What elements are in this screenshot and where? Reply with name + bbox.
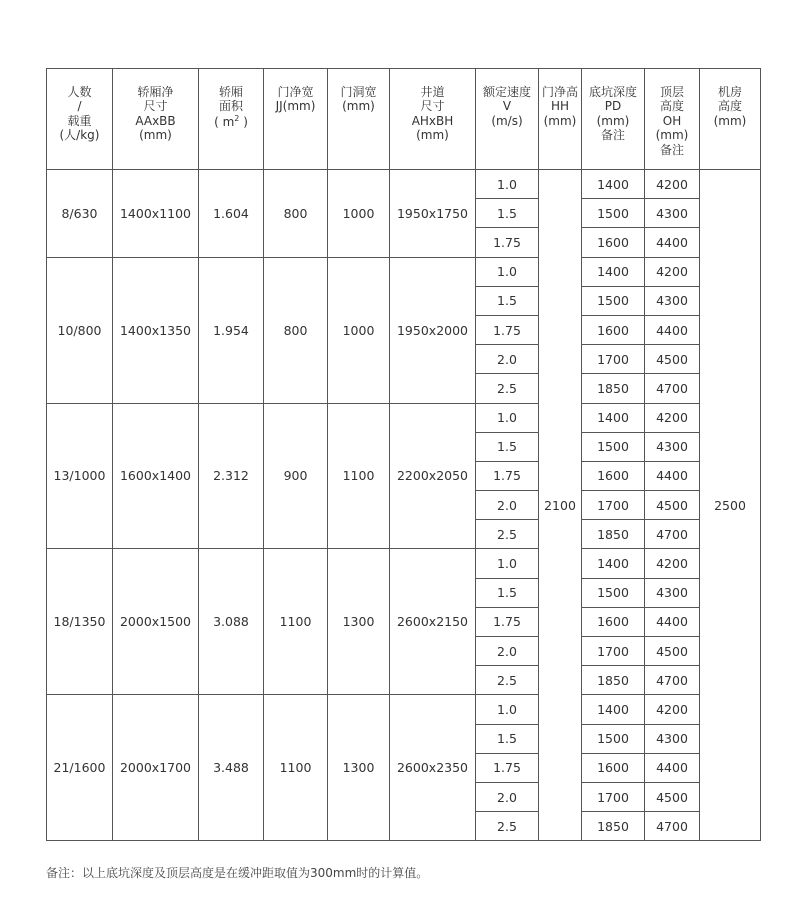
header-line: (mm): [543, 113, 577, 128]
overhead-cell: 4200: [645, 549, 700, 578]
speed-cell: 2.5: [476, 812, 539, 841]
machine-room-height-cell: 2500: [700, 170, 761, 841]
door-clear-width-header: [264, 69, 328, 170]
door-clear-width-cell: 1100: [264, 695, 328, 841]
shaft-size-header: [390, 69, 476, 170]
header-line: 轿厢净: [137, 85, 174, 99]
pit-depth-cell: 1700: [582, 782, 645, 811]
pit-depth-cell: 1400: [582, 549, 645, 578]
speed-cell: 1.75: [476, 607, 539, 636]
elevator-spec-table: [46, 68, 761, 841]
pit-depth-cell: 1600: [582, 753, 645, 782]
header-line: 轿厢: [218, 85, 243, 99]
header-line: 井道: [420, 85, 445, 99]
pit-depth-cell: 1400: [582, 695, 645, 724]
speed-cell: 1.5: [476, 432, 539, 461]
overhead-header: [645, 69, 700, 170]
table-row: [47, 170, 761, 199]
pit-depth-cell: 1850: [582, 374, 645, 403]
header-line: 高度: [659, 99, 684, 114]
overhead-cell: 4200: [645, 403, 700, 432]
pit-depth-cell: 1700: [582, 491, 645, 520]
pit-depth-cell: 1600: [582, 461, 645, 490]
overhead-cell: 4200: [645, 257, 700, 286]
footnote: 备注：以上底坑深度及顶层高度是在缓冲距取值为300mm时的计算值。: [46, 866, 429, 880]
overhead-cell: 4400: [645, 228, 700, 257]
speed-cell: 1.0: [476, 549, 539, 578]
shaft-size-cell: 1950x2000: [390, 257, 476, 403]
header-line: (mm): [342, 99, 375, 114]
pit-depth-cell: 1500: [582, 432, 645, 461]
overhead-cell: 4300: [645, 199, 700, 228]
door-opening-width-cell: 1000: [328, 257, 390, 403]
overhead-cell: 4400: [645, 753, 700, 782]
speed-cell: 1.5: [476, 578, 539, 607]
header-line: (mm): [139, 128, 172, 143]
overhead-cell: 4500: [645, 782, 700, 811]
pit-depth-cell: 1400: [582, 257, 645, 286]
overhead-cell: 4700: [645, 374, 700, 403]
header-line: AHxBH: [411, 113, 454, 128]
overhead-cell: 4300: [645, 286, 700, 315]
speed-cell: 2.5: [476, 374, 539, 403]
header-line: 门洞宽: [340, 85, 377, 99]
overhead-cell: 4500: [645, 345, 700, 374]
header-line: 尺寸: [420, 99, 445, 114]
header-line: (mm): [713, 113, 747, 128]
pit-depth-cell: 1600: [582, 228, 645, 257]
pit-depth-cell: 1700: [582, 637, 645, 666]
load-cell: 18/1350: [47, 549, 113, 695]
overhead-cell: 4700: [645, 520, 700, 549]
header-line: (mm): [416, 128, 449, 143]
header-line: OH: [662, 113, 682, 128]
pit-depth-cell: 1500: [582, 286, 645, 315]
speed-cell: 1.75: [476, 228, 539, 257]
speed-cell: 1.5: [476, 724, 539, 753]
door-opening-width-header: [328, 69, 390, 170]
pit-depth-cell: 1400: [582, 403, 645, 432]
machine-room-header: [700, 69, 761, 170]
header-line: 高度: [717, 99, 742, 114]
header-line: (人/kg): [59, 128, 100, 143]
header-line: 底坑深度: [588, 85, 637, 99]
header-line: 面积: [218, 99, 243, 114]
door-clear-width-cell: 900: [264, 403, 328, 549]
overhead-cell: 4500: [645, 637, 700, 666]
overhead-cell: 4200: [645, 695, 700, 724]
door-height-header: [539, 69, 582, 170]
header-line: 机房: [717, 85, 742, 99]
shaft-size-cell: 2600x2350: [390, 695, 476, 841]
car-area-cell: 3.088: [199, 549, 264, 695]
shaft-size-cell: 1950x1750: [390, 170, 476, 258]
speed-cell: 1.75: [476, 461, 539, 490]
pit-depth-cell: 1500: [582, 578, 645, 607]
shaft-size-cell: 2200x2050: [390, 403, 476, 549]
speed-cell: 1.5: [476, 286, 539, 315]
table-row: [47, 257, 761, 286]
speed-cell: 1.75: [476, 753, 539, 782]
speed-cell: 1.0: [476, 170, 539, 199]
header-line: 门净宽: [277, 85, 314, 99]
door-opening-width-cell: 1300: [328, 549, 390, 695]
header-line: 额定速度: [482, 85, 531, 99]
load-cell: 13/1000: [47, 403, 113, 549]
speed-cell: 2.0: [476, 491, 539, 520]
overhead-cell: 4400: [645, 461, 700, 490]
overhead-cell: 4500: [645, 491, 700, 520]
speed-cell: 2.0: [476, 637, 539, 666]
speed-header: [476, 69, 539, 170]
load-header: [47, 69, 113, 170]
header-line: (m/s): [491, 113, 523, 128]
speed-cell: 2.0: [476, 345, 539, 374]
speed-cell: 1.5: [476, 199, 539, 228]
car-area-header: [199, 69, 264, 170]
header-line: (mm): [596, 113, 630, 128]
speed-cell: 1.75: [476, 315, 539, 344]
header-line: 尺寸: [143, 99, 168, 114]
header-line: HH: [550, 99, 570, 114]
load-cell: 10/800: [47, 257, 113, 403]
table-row: [47, 549, 761, 578]
car-area-cell: 1.604: [199, 170, 264, 258]
pit-depth-cell: 1600: [582, 315, 645, 344]
header-line: PD: [604, 99, 622, 114]
header-line: 顶层: [659, 85, 684, 99]
overhead-cell: 4300: [645, 432, 700, 461]
overhead-cell: 4400: [645, 607, 700, 636]
door-opening-width-cell: 1100: [328, 403, 390, 549]
speed-cell: 2.5: [476, 520, 539, 549]
table-row: [47, 403, 761, 432]
overhead-cell: 4700: [645, 812, 700, 841]
door-opening-width-cell: 1000: [328, 170, 390, 258]
pit-depth-cell: 1500: [582, 724, 645, 753]
header-line: AAxBB: [135, 113, 176, 128]
car-size-cell: 2000x1500: [113, 549, 199, 695]
table-row: [47, 695, 761, 724]
header-line: V: [502, 99, 512, 114]
overhead-cell: 4300: [645, 578, 700, 607]
header-line: 载重: [67, 113, 92, 128]
header-line: 备注: [659, 142, 684, 157]
car-area-cell: 1.954: [199, 257, 264, 403]
speed-cell: 2.0: [476, 782, 539, 811]
overhead-cell: 4300: [645, 724, 700, 753]
pit-depth-cell: 1850: [582, 666, 645, 695]
header-line: /: [77, 99, 82, 114]
header-line: (mm): [655, 128, 689, 143]
header-line: ( $m^2$ ): [214, 113, 248, 129]
header-line: 备注: [600, 128, 625, 143]
car-size-header: [113, 69, 199, 170]
pit-depth-cell: 1850: [582, 520, 645, 549]
pit-depth-cell: 1700: [582, 345, 645, 374]
speed-cell: 1.0: [476, 403, 539, 432]
load-cell: 21/1600: [47, 695, 113, 841]
car-size-cell: 1400x1350: [113, 257, 199, 403]
overhead-cell: 4200: [645, 170, 700, 199]
load-cell: 8/630: [47, 170, 113, 258]
door-clear-width-cell: 800: [264, 170, 328, 258]
car-size-cell: 1600x1400: [113, 403, 199, 549]
header-line: JJ(mm): [275, 99, 316, 114]
header-line: 门净高: [541, 85, 578, 99]
shaft-size-cell: 2600x2150: [390, 549, 476, 695]
header-row: [47, 69, 761, 170]
door-opening-width-cell: 1300: [328, 695, 390, 841]
car-size-cell: 1400x1100: [113, 170, 199, 258]
door-clear-width-cell: 1100: [264, 549, 328, 695]
pit-depth-cell: 1400: [582, 170, 645, 199]
pit-depth-cell: 1500: [582, 199, 645, 228]
car-area-cell: 3.488: [199, 695, 264, 841]
speed-cell: 1.0: [476, 257, 539, 286]
pit-depth-cell: 1600: [582, 607, 645, 636]
door-height-cell: 2100: [539, 170, 582, 841]
header-line: 人数: [67, 85, 92, 99]
pit-depth-header: [582, 69, 645, 170]
speed-cell: 1.0: [476, 695, 539, 724]
pit-depth-cell: 1850: [582, 812, 645, 841]
speed-cell: 2.5: [476, 666, 539, 695]
car-area-cell: 2.312: [199, 403, 264, 549]
door-clear-width-cell: 800: [264, 257, 328, 403]
table-body: [47, 170, 761, 841]
overhead-cell: 4700: [645, 666, 700, 695]
overhead-cell: 4400: [645, 315, 700, 344]
car-size-cell: 2000x1700: [113, 695, 199, 841]
